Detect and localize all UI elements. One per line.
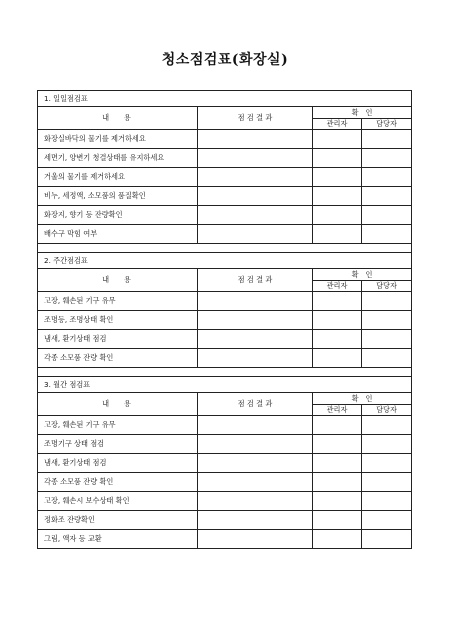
result-cell[interactable]	[198, 168, 313, 187]
staff-check-cell[interactable]	[362, 206, 412, 225]
staff-check-cell[interactable]	[362, 292, 412, 311]
manager-check-cell[interactable]	[313, 130, 362, 149]
section-title: 1. 일일점검표	[38, 91, 412, 107]
table-row	[38, 349, 412, 368]
section-title: 2. 주간점검표	[38, 253, 412, 269]
manager-header: 관리자	[313, 405, 362, 416]
header-row	[38, 269, 412, 281]
section-title: 3. 월간 점검표	[38, 377, 412, 393]
result-header: 점 검 결 과	[198, 269, 313, 292]
staff-header: 담당자	[362, 281, 412, 292]
manager-check-cell[interactable]	[313, 511, 362, 530]
manager-check-cell[interactable]	[313, 530, 362, 549]
item-label: 고장, 훼손된 기구 유무	[38, 416, 198, 435]
table-row	[38, 206, 412, 225]
content-header: 내 용	[38, 393, 198, 416]
staff-check-cell[interactable]	[362, 187, 412, 206]
result-cell[interactable]	[198, 473, 313, 492]
result-cell[interactable]	[198, 130, 313, 149]
table-row	[38, 330, 412, 349]
result-cell[interactable]	[198, 330, 313, 349]
item-label: 고장, 훼손시 보수상태 확인	[38, 492, 198, 511]
manager-check-cell[interactable]	[313, 473, 362, 492]
staff-check-cell[interactable]	[362, 492, 412, 511]
item-label: 비누, 세정액, 소모품의 품질확인	[38, 187, 198, 206]
section-spacer	[38, 368, 412, 377]
item-label: 조명등, 조명상태 확인	[38, 311, 198, 330]
item-label: 고장, 훼손된 기구 유무	[38, 292, 198, 311]
staff-check-cell[interactable]	[362, 311, 412, 330]
manager-check-cell[interactable]	[313, 330, 362, 349]
table-row	[38, 530, 412, 549]
result-cell[interactable]	[198, 454, 313, 473]
manager-check-cell[interactable]	[313, 349, 362, 368]
item-label: 화장지, 향기 등 잔량확인	[38, 206, 198, 225]
section-title-row	[38, 253, 412, 269]
item-label: 그림, 액자 등 교환	[38, 530, 198, 549]
confirm-header: 확 인	[313, 107, 412, 119]
result-cell[interactable]	[198, 206, 313, 225]
staff-check-cell[interactable]	[362, 330, 412, 349]
item-label: 각종 소모품 잔량 확인	[38, 473, 198, 492]
result-header: 점 검 결 과	[198, 107, 313, 130]
item-label: 거울의 물기를 제거하세요	[38, 168, 198, 187]
manager-check-cell[interactable]	[313, 311, 362, 330]
table-row	[38, 292, 412, 311]
result-cell[interactable]	[198, 492, 313, 511]
staff-header: 담당자	[362, 119, 412, 130]
result-cell[interactable]	[198, 187, 313, 206]
manager-check-cell[interactable]	[313, 454, 362, 473]
result-cell[interactable]	[198, 349, 313, 368]
result-cell[interactable]	[198, 292, 313, 311]
result-cell[interactable]	[198, 530, 313, 549]
table-row	[38, 511, 412, 530]
result-cell[interactable]	[198, 511, 313, 530]
checklist-table	[37, 90, 412, 549]
staff-check-cell[interactable]	[362, 149, 412, 168]
result-cell[interactable]	[198, 225, 313, 244]
table-row	[38, 473, 412, 492]
staff-check-cell[interactable]	[362, 349, 412, 368]
manager-check-cell[interactable]	[313, 168, 362, 187]
result-cell[interactable]	[198, 149, 313, 168]
table-row	[38, 492, 412, 511]
section-title-row	[38, 91, 412, 107]
table-row	[38, 187, 412, 206]
staff-check-cell[interactable]	[362, 473, 412, 492]
confirm-header: 확 인	[313, 393, 412, 405]
item-label: 각종 소모품 잔량 확인	[38, 349, 198, 368]
manager-check-cell[interactable]	[313, 292, 362, 311]
item-label: 정화조 잔량확인	[38, 511, 198, 530]
section-spacer	[38, 244, 412, 253]
result-cell[interactable]	[198, 435, 313, 454]
result-cell[interactable]	[198, 311, 313, 330]
item-label: 냄새, 환기상태 점검	[38, 330, 198, 349]
staff-check-cell[interactable]	[362, 416, 412, 435]
item-label: 냄새, 환기상태 점검	[38, 454, 198, 473]
table-row	[38, 454, 412, 473]
staff-check-cell[interactable]	[362, 530, 412, 549]
manager-check-cell[interactable]	[313, 225, 362, 244]
content-header: 내 용	[38, 269, 198, 292]
item-label: 화장실바닥의 물기를 제거하세요	[38, 130, 198, 149]
staff-check-cell[interactable]	[362, 511, 412, 530]
item-label: 세면기, 양변기 청결상태를 유지하세요	[38, 149, 198, 168]
table-row	[38, 130, 412, 149]
page-title: 청소점검표(화장실)	[161, 52, 289, 68]
result-cell[interactable]	[198, 416, 313, 435]
staff-check-cell[interactable]	[362, 225, 412, 244]
table-row	[38, 311, 412, 330]
table-row	[38, 168, 412, 187]
manager-header: 관리자	[313, 281, 362, 292]
table-row	[38, 225, 412, 244]
manager-check-cell[interactable]	[313, 206, 362, 225]
content-header: 내 용	[38, 107, 198, 130]
header-row	[38, 393, 412, 405]
table-row	[38, 416, 412, 435]
header-row	[38, 107, 412, 119]
staff-check-cell[interactable]	[362, 454, 412, 473]
table-row	[38, 435, 412, 454]
manager-check-cell[interactable]	[313, 492, 362, 511]
confirm-header: 확 인	[313, 269, 412, 281]
staff-check-cell[interactable]	[362, 168, 412, 187]
manager-check-cell[interactable]	[313, 435, 362, 454]
manager-check-cell[interactable]	[313, 149, 362, 168]
staff-check-cell[interactable]	[362, 130, 412, 149]
section-title-row	[38, 377, 412, 393]
manager-check-cell[interactable]	[313, 416, 362, 435]
staff-check-cell[interactable]	[362, 435, 412, 454]
staff-header: 담당자	[362, 405, 412, 416]
item-label: 조명기구 상태 점검	[38, 435, 198, 454]
manager-check-cell[interactable]	[313, 187, 362, 206]
table-row	[38, 149, 412, 168]
item-label: 배수구 막힘 여부	[38, 225, 198, 244]
result-header: 점 검 결 과	[198, 393, 313, 416]
manager-header: 관리자	[313, 119, 362, 130]
